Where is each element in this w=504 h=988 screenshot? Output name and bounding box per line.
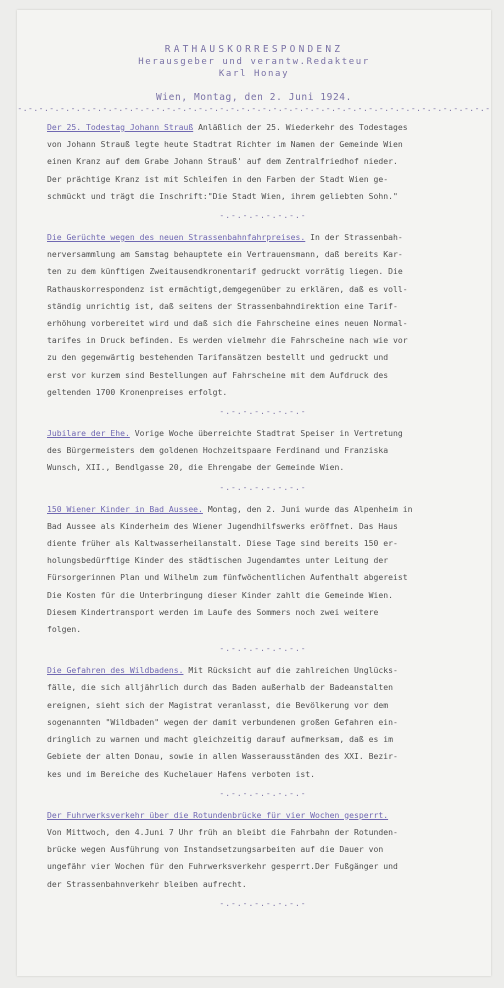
article-first-line <box>47 119 479 136</box>
masthead-editor: Karl Honay <box>218 69 290 79</box>
article-line: fälle, die sich alljährlich durch das Baden außerhalb der Badeanstalten <box>47 682 393 693</box>
article-line: Wunsch, XII., Bendlgasse 20, die Ehrengabe der Gemeinde Wien. <box>47 462 345 473</box>
article-strauss <box>47 119 479 205</box>
masthead-publisher: Herausgeber und verantw.Redakteur <box>138 57 370 67</box>
article-line: Bad Aussee als Kinderheim des Wiener Jugendhilfswerks eröffnet. Das Haus <box>47 520 398 531</box>
article-line: geltenden 1700 Kronenpreises erfolgt. <box>47 386 228 397</box>
article-headline: Die Gerüchte wegen des neuen Strassenbahnfahrpreises. <box>47 232 306 243</box>
article-wildbaden <box>47 662 479 782</box>
article-first-line <box>47 807 479 824</box>
article-strassenbahn <box>47 229 479 401</box>
article-line: folgen. <box>47 624 82 635</box>
article-line: ständig unrichtig ist, daß seitens der Strassenbahndirektion eine Tarif- <box>47 300 398 311</box>
article-line: schmückt und trägt die Inschrift:"Die Stadt Wien, ihrem geliebten Sohn." <box>47 190 398 201</box>
dateline: Wien, Montag, den 2. Juni 1924. <box>156 92 352 103</box>
article-line: Mit Rücksicht auf die zahlreichen Unglücks- <box>188 665 398 676</box>
article-headline: Jubilare der Ehe. <box>47 428 130 439</box>
article-line: ten zu dem künftigen Zweitausendkronentarif gedruckt vorrätig liegen. Die <box>47 266 403 277</box>
article-line: Gebiete der alten Donau, sowie in allen Wasserausständen des XXI. Bezir- <box>47 751 398 762</box>
document-body <box>47 119 479 917</box>
article-line: Von Mittwoch, den 4.Juni 7 Uhr früh an bleibt die Fahrbahn der Rotunden- <box>47 826 398 837</box>
article-first-line <box>47 501 479 518</box>
article-line: holungsbedürftige Kinder des städtischen Jugendamtes unter Leitung der <box>47 555 389 566</box>
article-line: Diesem Kindertransport werden im Laufe des Sommers noch zwei weitere <box>47 606 379 617</box>
article-separator: -.-.-.-.-.-.-.- <box>219 788 307 798</box>
article-line: Rathauskorrespondenz ist ermächtigt,demgegenüber zu erklären, daß es voll- <box>47 283 408 294</box>
article-line: der Strassenbahnverkehr bleiben aufrecht. <box>47 878 247 889</box>
article-line: zu den gegenwärtig bestehenden Tarifansätzen bestellt und gedruckt und <box>47 352 389 363</box>
article-separator: -.-.-.-.-.-.-.- <box>219 407 307 417</box>
article-bad-aussee <box>47 501 479 639</box>
masthead <box>17 44 491 113</box>
article-line: des Bürgermeisters dem goldenen Hochzeitspaare Ferdinand und Franziska <box>47 445 389 456</box>
article-line: sogenannten "Wildbaden" wegen der damit verbundenen großen Gefahren ein- <box>47 716 398 727</box>
article-line: Montag, den 2. Juni wurde das Alpenheim in <box>207 503 413 514</box>
article-line: brücke wegen Ausführung von Instandsetzungsarbeiten auf die Dauer von <box>47 844 384 855</box>
masthead-title: RATHAUSKORRESPONDENZ <box>164 44 344 55</box>
article-separator: -.-.-.-.-.-.-.- <box>219 211 307 221</box>
article-first-line <box>47 425 479 442</box>
article-line: dringlich zu warnen und macht gleichzeitig darauf aufmerksam, daß es im <box>47 734 393 745</box>
article-headline: Der 25. Todestag Johann Strauß <box>47 122 194 132</box>
article-line: Anläßlich der 25. Wiederkehr des Todestages <box>198 122 408 132</box>
article-line: einen Kranz auf dem Grabe Johann Strauß' auf dem Zentralfriedhof nieder. <box>47 156 398 167</box>
article-headline: Der Fuhrwerksverkehr über die Rotundenbrücke für vier Wochen gesperrt. <box>47 809 389 820</box>
article-line: ereignen, sieht sich der Magistrat veranlasst, die Bevölkerung vor dem <box>47 699 389 710</box>
article-line: Vorige Woche überreichte Stadtrat Speiser in Vertretung <box>134 428 403 439</box>
document-page <box>17 10 491 976</box>
article-line: von Johann Strauß legte heute Stadtrat Richter im Namen der Gemeinde Wien <box>47 139 403 150</box>
article-line: Fürsorgerinnen Plan und Wilhelm zum fünfwöchentlichen Aufenthalt abgereist <box>47 572 408 583</box>
article-line: tarifes in Druck befinden. Es werden vielmehr die Fahrscheine nach wie vor <box>47 335 408 346</box>
article-separator: -.-.-.-.-.-.-.- <box>219 482 307 492</box>
article-line: nerversammlung am Samstag behauptete ein Vertrauensmann, daß bereits Kar- <box>47 249 403 260</box>
article-first-line <box>47 662 479 679</box>
closing-separator: -.-.-.-.-.-.-.- <box>219 898 307 908</box>
header-divider: -.-.-.-.-.-.-.-.-.-.-.-.-.-.-.-.-.-.-.-.-.-.-.-.-.-.-.-.-.-.-.-.-.-.-.-.-.-.-.-.-.-.-.-.- <box>17 104 491 113</box>
article-line: Die Kosten für die Unterbringung dieser Kinder zahlt die Gemeinde Wien. <box>47 589 393 600</box>
article-line: kes und im Bereiche des Kuchelauer Hafens verboten ist. <box>47 768 316 779</box>
article-separator: -.-.-.-.-.-.-.- <box>219 644 307 654</box>
article-rotundenbruecke <box>47 807 479 893</box>
article-line: erhöhung vorbereitet wird und daß sich die Fahrscheine eines neuen Normal- <box>47 318 408 329</box>
article-line: ungefähr vier Wochen für den Fuhrwerksverkehr gesperrt.Der Fußgänger und <box>47 861 398 872</box>
article-headline: 150 Wiener Kinder in Bad Aussee. <box>47 503 203 514</box>
article-line: erst vor kurzem sind Bestellungen auf Fahrscheine mit dem Aufdruck des <box>47 369 389 380</box>
article-jubilare <box>47 425 479 477</box>
article-line: In der Strassenbah- <box>310 232 403 243</box>
article-headline: Die Gefahren des Wildbadens. <box>47 665 184 676</box>
article-line: Der prächtige Kranz ist mit Schleifen in den Farben der Stadt Wien ge- <box>47 173 389 184</box>
article-line: diente früher als Kaltwasserheilanstalt. Diese Tage sind bereits 150 er- <box>47 538 398 549</box>
article-first-line <box>47 229 479 246</box>
